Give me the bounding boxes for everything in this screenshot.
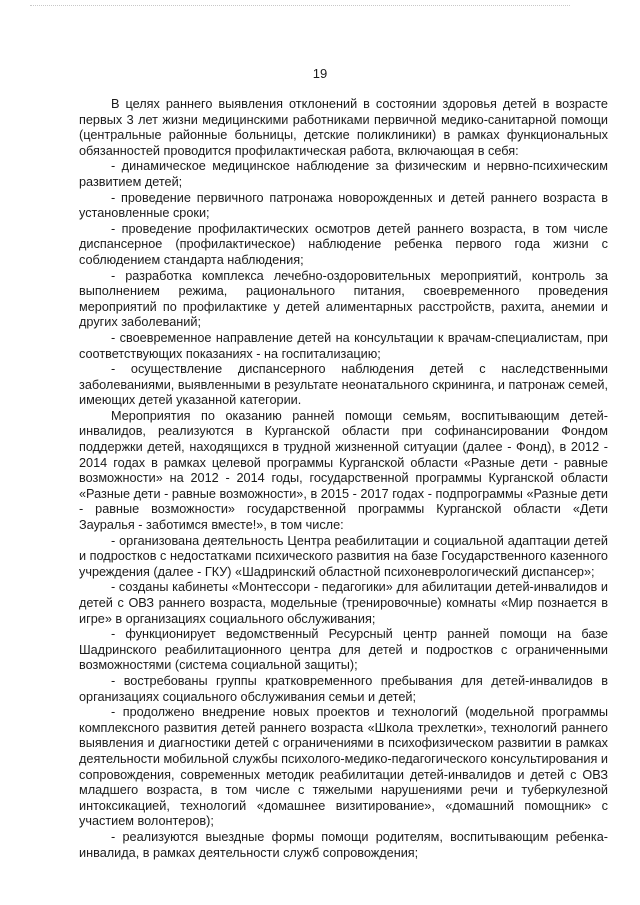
page-number: 19 — [312, 66, 328, 81]
list-item: - своевременное направление детей на консультации к врачам-специалистам, при соответствующих показаниях - на госпитализацию; — [79, 330, 608, 361]
document-body — [79, 97, 608, 861]
list-item: - функционирует ведомственный Ресурсный центр ранней помощи на базе Шадринского реабилитационного центра для детей и подростков с ограниченными возможностями (система социальной защиты); — [79, 627, 608, 673]
list-item: - проведение профилактических осмотров детей раннего возраста, в том числе диспансерное (профилактическое) наблюдение ребенка первого года жизни с соблюдением стандарта наблюдения; — [79, 221, 608, 267]
scan-artifact-line — [30, 5, 570, 7]
list-item: - продолжено внедрение новых проектов и технологий (модельной программы комплексного развития детей раннего возраста «Школа трехлетки», технологий раннего выявления и диагностики детей с ограничениями в психофизическом развитии в рамках деятельности мобильной службы психолого-медико-педагогического консультирования и сопровождения, современных методик реабилитации детей-инвалидов и детей с ОВЗ младшего возраста, в том числе с тяжелыми нарушениями речи и туберкулезной интоксикацией, технологий «домашнее визитирование», «домашний помощник» с участием волонтеров); — [79, 705, 608, 829]
list-item: - организована деятельность Центра реабилитации и социальной адаптации детей и подростков с недостатками психического развития на базе Государственного казенного учреждения (далее - ГКУ) «Шадринский областной психоневрологический диспансер»; — [79, 533, 608, 579]
list-item: - востребованы группы кратковременного пребывания для детей-инвалидов в организациях социального обслуживания семьи и детей; — [79, 673, 608, 704]
early-help-paragraph: Мероприятия по оказанию ранней помощи семьям, воспитывающим детей-инвалидов, реализуются в Курганской области при софинансировании Фондом поддержки детей, находящихся в трудной жизненной ситуации (далее - Фонд), в 2012 - 2014 годах в рамках целевой программы Курганской области «Разные дети - равные возможности» на 2012 - 2014 годы, государственной программы Курганской области «Разные дети - равные возможности», в 2015 - 2017 годах - подпрограммы «Разные дети - равные возможности» государственной программы Курганской области «Дети Зауралья - заботимся вместе!», в том числе: — [79, 408, 608, 533]
list-item: - динамическое медицинское наблюдение за физическим и нервно-психическим развитием детей; — [79, 159, 608, 189]
list-item: - проведение первичного патронажа новорожденных и детей раннего возраста в установленные сроки; — [79, 190, 608, 221]
list-item: - осуществление диспансерного наблюдения детей с наследственными заболеваниями, выявленными в результате неонатального скрининга, и патронаж семей, имеющих детей указанной категории. — [79, 362, 608, 408]
intro-paragraph: В целях раннего выявления отклонений в состоянии здоровья детей в возрасте первых 3 лет жизни медицинскими работниками первичной медико-санитарной помощи (центральные районные больницы, детские поликлиники) в рамках функциональных обязанностей проводится профилактическая работа, включающая в себя: — [79, 97, 608, 158]
list-item: - разработка комплекса лечебно-оздоровительных мероприятий, контроль за выполнением режима, рационального питания, своевременного проведения мероприятий по профилактике у детей алиментарных расстройств, рахита, анемии и других заболеваний; — [79, 268, 608, 330]
list-item: - созданы кабинеты «Монтессори - педагогики» для абилитации детей-инвалидов и детей с ОВЗ раннего возраста, модельные (тренировочные) комнаты «Мир познается в игре» в организациях социального обслуживания; — [79, 580, 608, 626]
list-item: - реализуются выездные формы помощи родителям, воспитывающим ребенка-инвалида, в рамках деятельности служб сопровождения; — [79, 829, 608, 860]
